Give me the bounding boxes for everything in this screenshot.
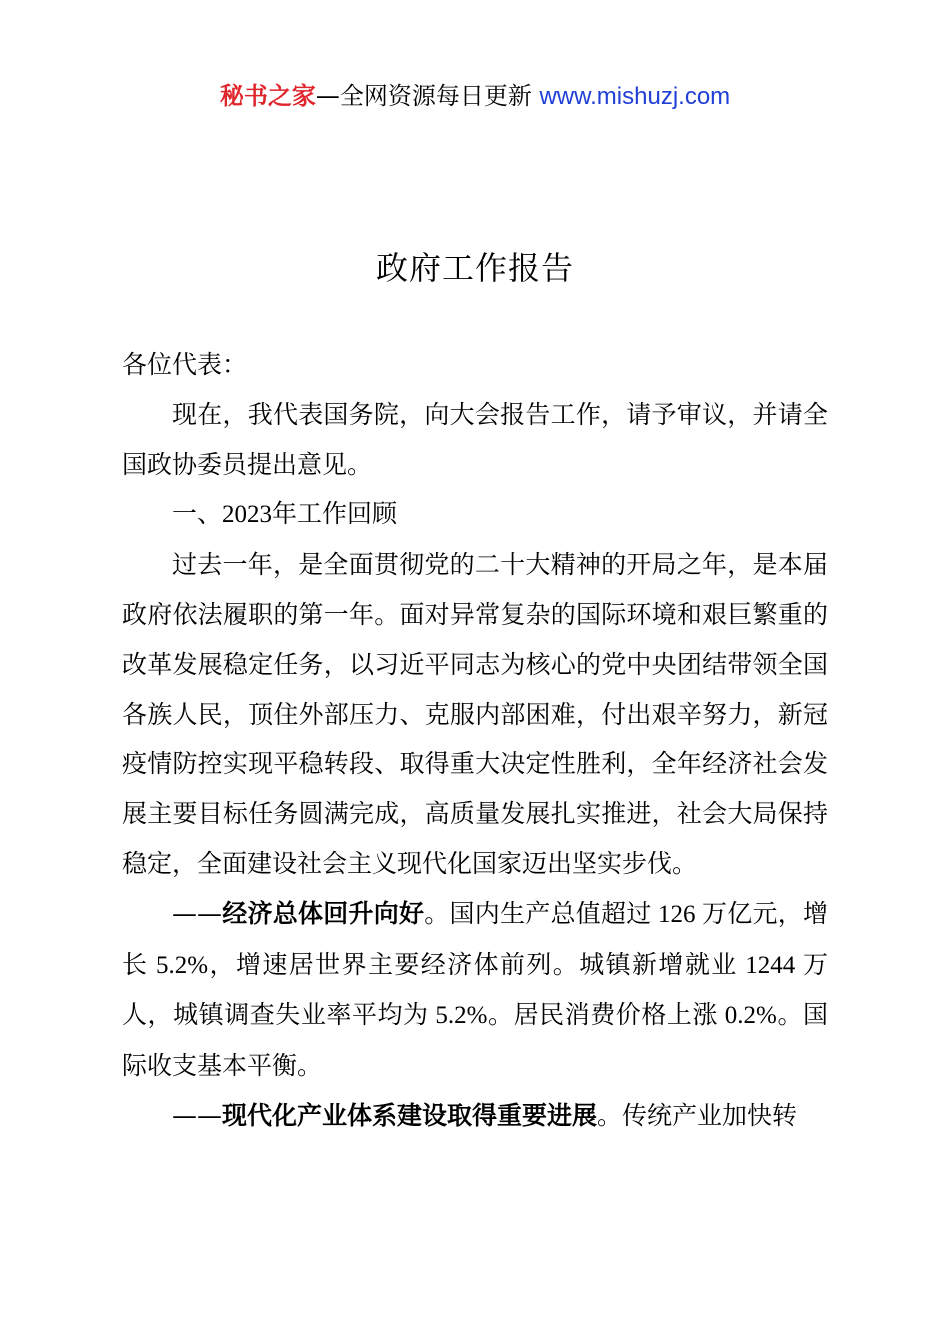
growth-rate: 5.2%: [148, 951, 209, 979]
em-dash: ——: [172, 898, 222, 928]
header-slogan: —全网资源每日更新: [315, 82, 540, 110]
economy-text: 。国内生产总值超过: [424, 898, 652, 928]
new-jobs-value: 1244: [737, 951, 803, 979]
economy-text: 万亿元，增长: [122, 898, 828, 979]
economy-text: 万人，城镇调查失业率平均为: [122, 949, 828, 1030]
document-title: 政府工作报告: [375, 249, 574, 287]
economy-text: ，增速居世界主要经济体前列。城镇新增就业: [208, 949, 738, 979]
section-heading-text: 年工作回顾: [272, 499, 398, 529]
economy-heading: 经济总体回升向好: [222, 898, 425, 928]
economy-paragraph: [122, 889, 828, 1091]
industry-heading: 现代化产业体系建设取得重要进展: [222, 1100, 598, 1130]
gdp-value: 126: [651, 900, 702, 928]
section-heading: [122, 489, 828, 540]
intro-paragraph: 现在，我代表国务院，向大会报告工作，请予审议，并请全国政协委员提出意见。: [122, 399, 828, 479]
industry-paragraph: [122, 1091, 828, 1141]
document-body: [122, 340, 828, 1141]
brand-name: 秘书之家: [219, 82, 316, 110]
economy-text: 。国际收支基本平衡。: [122, 1000, 828, 1081]
cpi-rate: 0.2%: [718, 1002, 777, 1030]
industry-text: 。传统产业加快转: [597, 1100, 798, 1130]
section-year: 2023: [222, 501, 273, 529]
salutation: 各位代表：: [122, 350, 248, 379]
section-prefix: 一、: [172, 499, 223, 529]
em-dash: ——: [172, 1100, 222, 1130]
unemployment-rate: 5.2%: [428, 1002, 488, 1030]
site-url-link[interactable]: www.mishuzj.com: [539, 83, 731, 110]
site-header: [0, 80, 950, 113]
review-paragraph: 过去一年，是全面贯彻党的二十大精神的开局之年，是本届政府依法履职的第一年。面对异常复杂的国际环境和艰巨繁重的改革发展稳定任务，以习近平同志为核心的党中央团结带领全国各族人民，顶住外部压力、克服内部困难，付出艰辛努力，新冠疫情防控实现平稳转段、取得重大决定性胜利，全年经济社会发展主要目标任务圆满完成，高质量发展扎实推进，社会大局保持稳定，全面建设社会主义现代化国家迈出坚实步伐。: [122, 550, 828, 878]
economy-text: 。居民消费价格上涨: [487, 1000, 718, 1030]
